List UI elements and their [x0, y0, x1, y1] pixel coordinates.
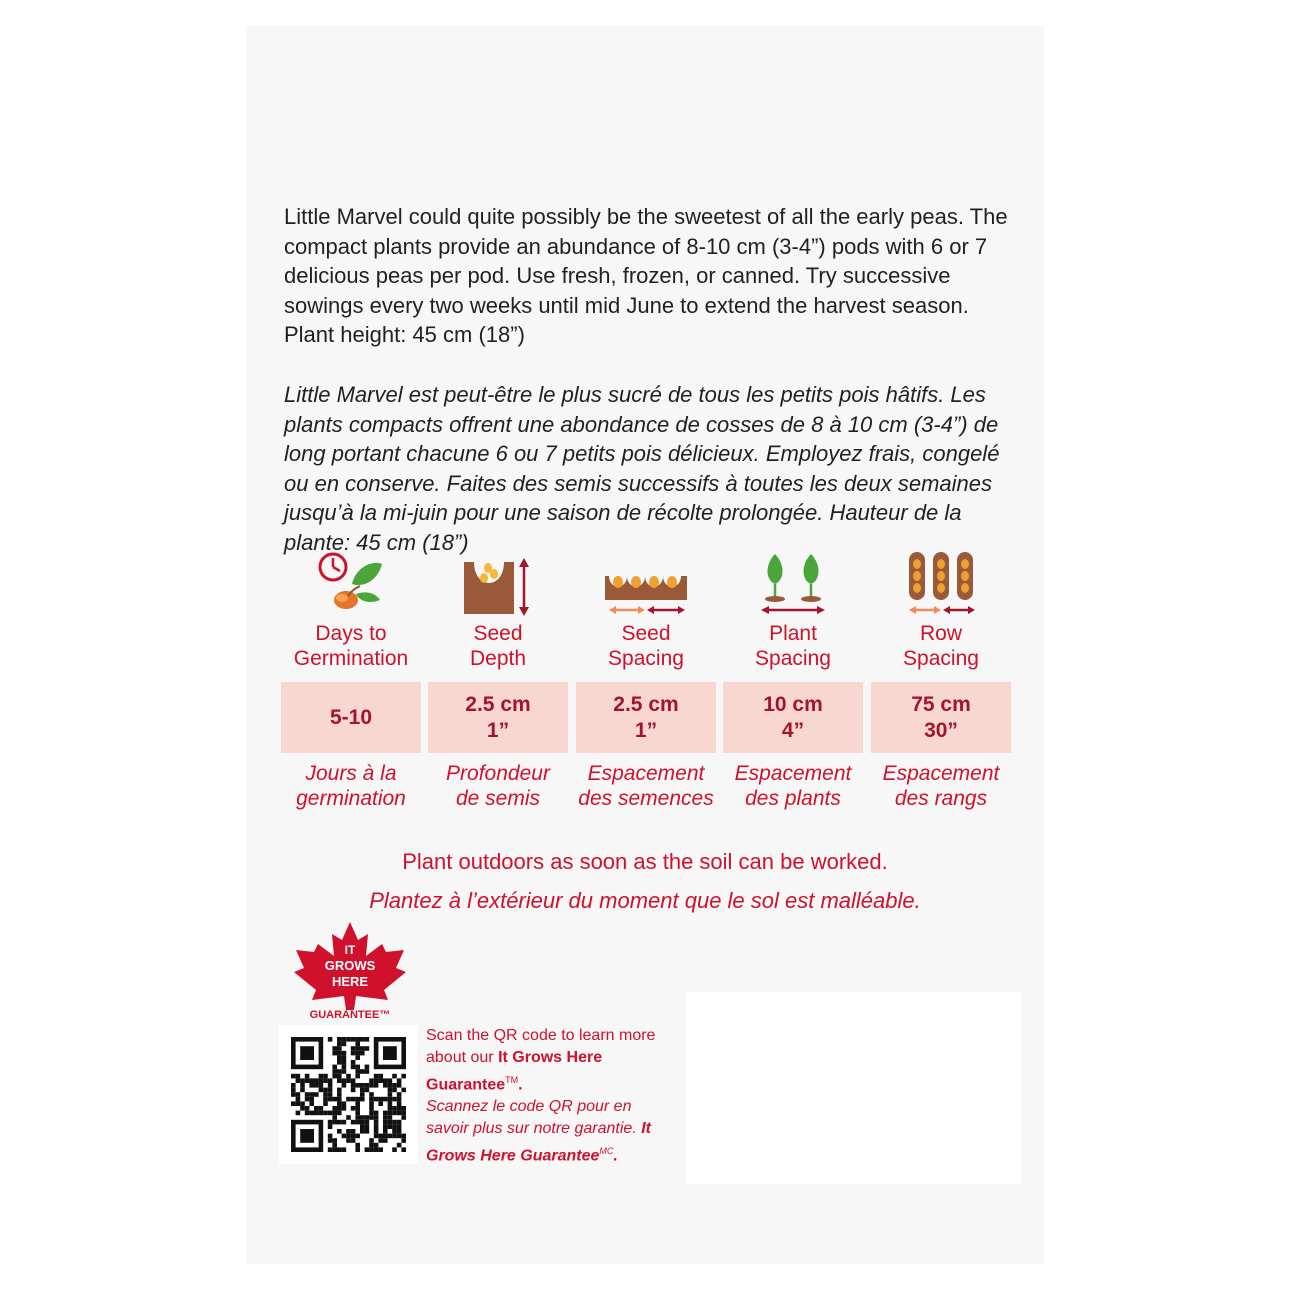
qr-code-icon: [279, 1025, 418, 1164]
qr-text-en-bold: It Grows Here Guarantee: [426, 1049, 603, 1094]
logo-line-4: GUARANTEE™: [309, 1009, 391, 1021]
value-days-to-germination: 5-10: [281, 682, 421, 753]
description-french: Little Marvel est peut-être le plus sucré de tous les petits pois hâtifs. Les plants compacts offrent une abondance de cosses de 8 à 10 cm (3-4”) de long portant chacune 6 ou 7 petits pois délicieux. Employez frais, congelé ou en conserve. Faites des semis successifs à toutes les deux semaines jusqu’à la mi-juin pour une saison de récolte prolongée. Hauteur de la plante: 45 cm (18”): [284, 382, 1000, 555]
seed-depth-icon: [428, 550, 568, 616]
value-plant-spacing: 10 cm 4”: [723, 682, 863, 753]
qr-code[interactable]: [279, 1025, 418, 1164]
qr-text-fr-end: .: [613, 1147, 618, 1165]
plant-spacing-icon: [723, 550, 863, 616]
qr-text-en-end: .: [518, 1076, 523, 1094]
qr-text-fr: Scannez le code QR pour en savoir plus sur notre garantie.: [426, 1098, 642, 1138]
heading-days-to-germination: Days to Germination: [293, 622, 409, 670]
logo-line-2: GROWS: [324, 958, 376, 973]
qr-text-fr-bold: It Grows Here Guarantee: [426, 1120, 651, 1165]
french-days-to-germination: Jours à la germination: [296, 762, 406, 810]
value-seed-spacing: 2.5 cm 1”: [576, 682, 716, 753]
seed-spacing-icon: [576, 550, 716, 616]
heading-plant-spacing: Plant Spacing: [755, 622, 831, 670]
heading-row-spacing: Row Spacing: [903, 622, 979, 670]
blank-label-area: [686, 992, 1021, 1184]
french-seed-depth: Profondeur de semis: [446, 762, 550, 810]
clock-seedling-icon: [281, 550, 421, 616]
row-spacing-icon: [871, 550, 1011, 616]
qr-text-en-sup: TM: [505, 1075, 519, 1085]
french-seed-spacing: Espacement des semences: [578, 762, 714, 810]
heading-seed-depth: Seed Depth: [469, 622, 527, 670]
qr-text-en: Scan the QR code to learn more about our: [426, 1027, 656, 1066]
description-english: Little Marvel could quite possibly be the sweetest of all the early peas. The compact plants provide an abundance of 8-10 cm (3-4”) pods with 6 or 7 delicious peas per pod. Use fresh, frozen, or canned. Try successive sowings every two weeks until mid June to extend the harvest season. Plant height: 45 cm (18”): [284, 204, 1008, 347]
qr-text-fr-sup: MC: [599, 1146, 614, 1157]
qr-guarantee-text: [426, 1025, 656, 1168]
french-row-spacing: Espacement des rangs: [882, 762, 1000, 810]
value-row-spacing: 75 cm 30”: [871, 682, 1011, 753]
heading-seed-spacing: Seed Spacing: [608, 622, 684, 670]
logo-line-3: HERE: [331, 974, 369, 989]
it-grows-here-maple-leaf-logo: [286, 920, 414, 1024]
logo-line-1: IT: [344, 943, 356, 957]
value-seed-depth: 2.5 cm 1”: [428, 682, 568, 753]
french-plant-spacing: Espacement des plants: [734, 762, 852, 810]
planting-note-french: Plantez à l’extérieur du moment que le sol est malléable.: [369, 888, 921, 913]
planting-note-english: Plant outdoors as soon as the soil can be worked.: [402, 849, 888, 874]
